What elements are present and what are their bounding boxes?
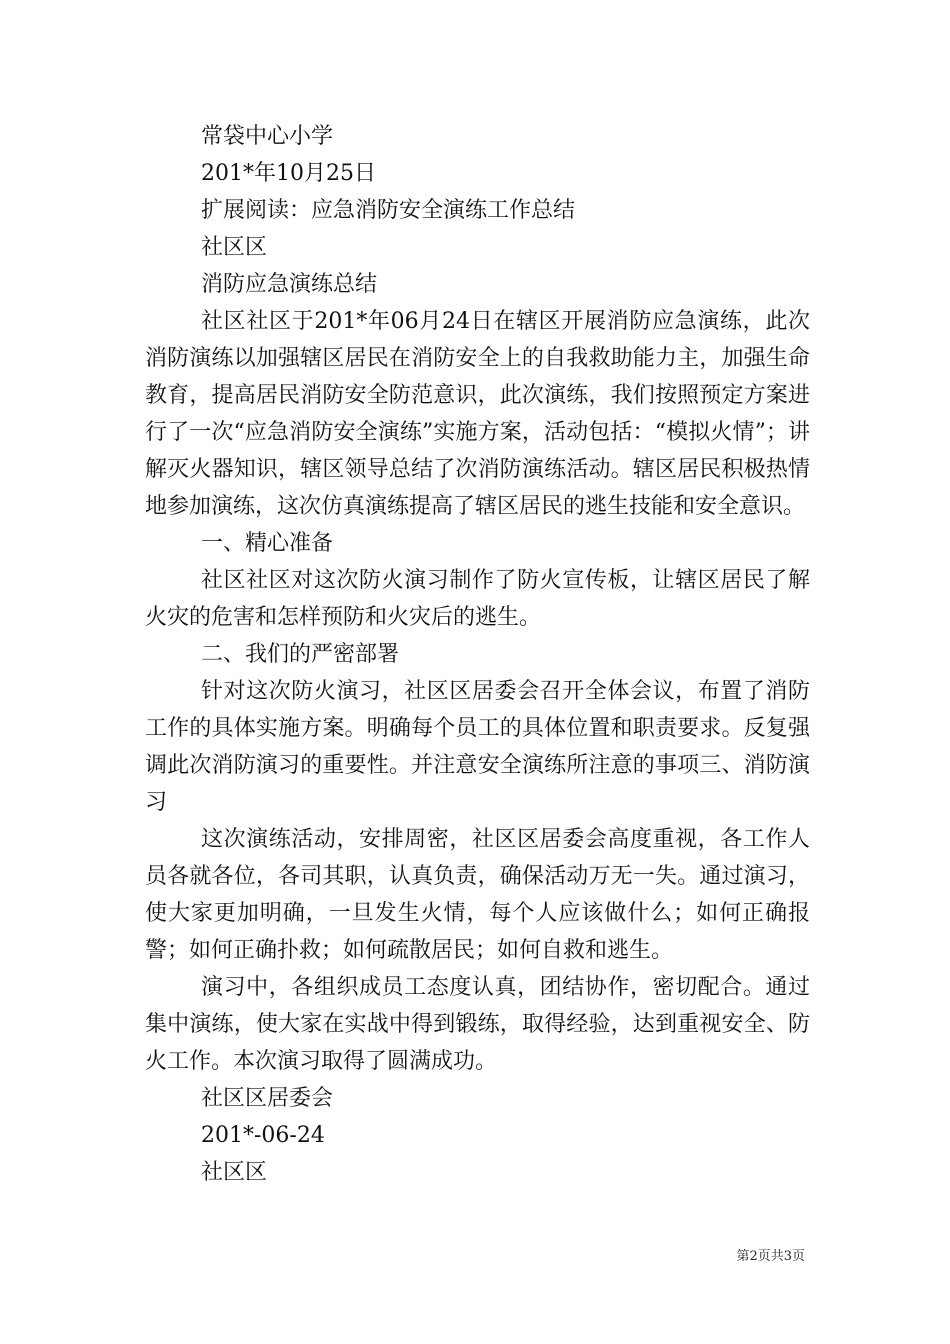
section-paragraph-deployment: 针对这次防火演习，社区区居委会召开全体会议，布置了消防工作的具体实施方案。明确每个员工的具体位置和职责要求。反复强调此次消防演习的重要性。并注意安全演练所注意的事项三、消防演习 [145,679,810,815]
section-heading-deployment: 二、我们的严密部署 [201,642,400,667]
summary-title: 消防应急演练总结 [201,272,378,297]
page-number: 第2页共3页 [736,1249,805,1264]
signature-date: 201*-06-24 [201,1123,325,1148]
date-line: 201*年10月25日 [201,161,376,186]
signature-committee: 社区区居委会 [201,1086,334,1111]
document-body [145,118,810,1191]
school-name: 常袋中心小学 [201,124,334,149]
intro-paragraph: 社区社区于201*年06月24日在辖区开展消防应急演练，此次消防演练以加强辖区居民在消防安全上的自我救助能力主，加强生命教育，提高居民消防安全防范意识，此次演练，我们按照预定方案进行了一次“应急消防安全演练”实施方案，活动包括：“模拟火情”；讲解灭火器知识，辖区领导总结了次消防演练活动。辖区居民积极热情地参加演练，这次仿真演练提高了辖区居民的逃生技能和安全意识。 [145,309,810,519]
section-paragraph-result: 演习中，各组织成员工态度认真，团结协作，密切配合。通过集中演练，使大家在实战中得到锻练，取得经验，达到重视安全、防火工作。本次演习取得了圆满成功。 [145,975,810,1074]
extended-reading-title: 扩展阅读：应急消防安全演练工作总结 [201,198,576,223]
section-paragraph-preparation: 社区社区对这次防火演习制作了防火宣传板，让辖区居民了解火灾的危害和怎样预防和火灾后的逃生。 [145,568,810,630]
section-heading-preparation: 一、精心准备 [201,531,334,556]
community-name: 社区区 [201,235,268,260]
section-paragraph-drill: 这次演练活动，安排周密，社区区居委会高度重视，各工作人员各就各位，各司其职，认真负责，确保活动万无一失。通过演习，使大家更加明确，一旦发生火情，每个人应该做什么；如何正确报警；如何正确扑救；如何疏散居民；如何自救和逃生。 [145,827,810,963]
signature-community: 社区区 [201,1160,268,1185]
